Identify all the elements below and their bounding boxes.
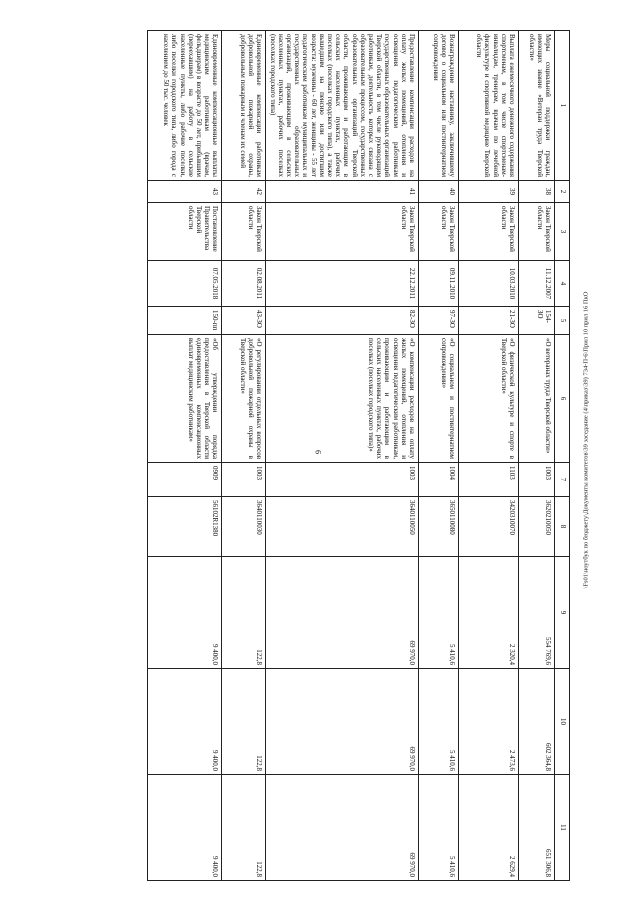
table-cell-c11: 651 306,8 [519,775,555,881]
table-wrapper [50,30,570,880]
table-cell-c2: 41 [266,181,419,203]
table-cell-c7: 1103 [459,463,519,497]
table-cell-c9: 5 410,6 [419,557,459,669]
table-cell-c5: 43-ЗО [222,307,266,335]
table-cell-c5: 154-ЗО [519,307,555,335]
table-cell-c8: 3640110050 [266,497,419,557]
table-cell-c3: Закон Тверской области [266,203,419,261]
table-cell-c3: Закон Тверской области [419,203,459,261]
benefits-table [50,30,570,880]
table-cell-c5: 150-пп [148,307,222,335]
col-header: 11 [555,775,570,881]
table-cell-c3: Закон Тверской области [519,203,555,261]
table-row [148,31,222,881]
table-cell-c5: 21-ЗО [459,307,519,335]
table-cell-c2: 39 [459,181,519,203]
table-cell-c10: 602 364,8 [519,669,555,775]
table-cell-c1: Единовременные компенсации работникам добровольной пожарной охраны, добровольным пожарным и членам их семей [222,31,266,181]
table-cell-c8: 3640110030 [222,497,266,557]
table-cell-c5: 97-ЗО [419,307,459,335]
table-row [519,31,555,881]
page-number: 6 [313,450,323,454]
table-cell-c7: 1003 [519,463,555,497]
table-cell-c8: 3420310070 [459,497,519,557]
table-cell-c9: 9 400,0 [148,557,222,669]
table-cell-c9: 122,8 [222,557,266,669]
table-cell-c1: Выплата ежемесячного денежного содержания спортсменам, в том числе спортсменам-инвалидам, тренерам, врачам по лечебной физкультуре и спортивной медицине Тверской области [459,31,519,181]
table-row [222,31,266,881]
table-cell-c6: «О социальном и постинтернатном сопровождении» [419,335,459,463]
col-header: 8 [555,497,570,557]
table-cell-c7: 1004 [419,463,459,497]
table-cell-c7: 0909 [148,463,222,497]
col-header: 9 [555,557,570,669]
table-cell-c6: «О регулировании отдельных вопросов добровольной пожарной охраны в Тверской области» [222,335,266,463]
table-cell-c9: 2 320,4 [459,557,519,669]
table-cell-c10: 122,8 [222,669,266,775]
table-cell-c3: Закон Тверской области [222,203,266,261]
table-cell-c3: Постановление Правительства Тверской области [148,203,222,261]
table-cell-c1: Меры социальной поддержки граждан, имеющих звание «Ветеран труда Тверской области» [519,31,555,181]
table-cell-c7: 1003 [222,463,266,497]
col-header: 3 [555,203,570,261]
table-cell-c10: 9 400,0 [148,669,222,775]
table-cell-c10: 69 970,0 [266,669,419,775]
table-cell-c4: 11.12.2007 [519,261,555,307]
table-cell-c7: 1003 [266,463,419,497]
table-cell-c1: Единовременные компенсационные выплаты медицинским работникам (врачам, фельдшерам) в возрасте до 50 лет, прибывшим (переехавшим) на работу в сельские населенные пункты, либо рабочие поселки, либо поселки городского типа, либо города с населением до 50 тыс. человек [148,31,222,181]
table-cell-c2: 40 [419,181,459,203]
col-header: 1 [555,31,570,181]
table-cell-c11: 2 629,4 [459,775,519,881]
col-header: 4 [555,261,570,307]
col-header: 2 [555,181,570,203]
table-cell-c1: Вознаграждение наставнику, заключившему договор о социальном или постинтернатном сопровождении [419,31,459,181]
table-cell-c1: Предоставление компенсации расходов на оплату жилых помещений, отопления и освещения педагогическим работникам государственных образовательных организаций Тверской области, в том числе руководящим работникам, деятельность которых связана с образовательным процессом, государственных образовательных организаций Тверской области, проживающим и работающим в сельских населенных пунктах, рабочих поселках (поселках городского типа), а также вышедшим на пенсию или достигшим возраста: мужчины - 60 лет, женщины - 55 лет педагогическим работникам муниципальных и государственных образовательных организаций, проживающим в сельских населенных пунктах, рабочих поселках (поселках городского типа) [266,31,419,181]
table-cell-c4: 07.05.2018 [148,261,222,307]
table-cell-c8: 3620210050 [519,497,555,557]
col-header: 5 [555,307,570,335]
table-cell-c6: «О физической культуре и спорте в Тверской области» [459,335,519,463]
table-cell-c4: 09.11.2010 [419,261,459,307]
table-cell-c8: 56102R1380 [148,497,222,557]
table-cell-c4: 10.03.2010 [459,261,519,307]
col-header: 7 [555,463,570,497]
table-row [459,31,519,881]
table-cell-c5: 82-ЗО [266,307,419,335]
table-cell-c4: 02.08.2011 [222,261,266,307]
file-path-footer: \Fs01\ноутбук по бюджету\Документы комитетов\39 заседание (4\приказ\39) 734-П-6\Прил 10 прил 16 ПкО [582,291,590,589]
table-cell-c2: 42 [222,181,266,203]
table-cell-c11: 9 400,0 [148,775,222,881]
table-cell-c4: 22.12.2011 [266,261,419,307]
table-cell-c11: 5 410,6 [419,775,459,881]
table-cell-c11: 69 970,0 [266,775,419,881]
table-cell-c6: «Об утверждении порядка предоставления в Тверской области единовременных компенсационных выплат медицинским работникам» [148,335,222,463]
col-header: 10 [555,669,570,775]
table-row [419,31,459,881]
table-cell-c8: 3650110080 [419,497,459,557]
table-cell-c9: 69 970,0 [266,557,419,669]
table-cell-c2: 38 [519,181,555,203]
header-row [555,31,570,881]
table-cell-c6: «О ветеранах труда Тверской области» [519,335,555,463]
table-row [266,31,419,881]
table-cell-c2: 43 [148,181,222,203]
col-header: 6 [555,335,570,463]
table-cell-c11: 122,8 [222,775,266,881]
table-cell-c3: Закон Тверской области [459,203,519,261]
table-cell-c10: 5 410,6 [419,669,459,775]
table-cell-c9: 554 769,6 [519,557,555,669]
table-cell-c6: «О компенсации расходов на оплату жилых помещений, отопления и освещения педагогическим работникам, проживающим и работающим в сельских населенных пунктах, рабочих поселках (поселках городского типа)» [266,335,419,463]
table-cell-c10: 2 473,6 [459,669,519,775]
